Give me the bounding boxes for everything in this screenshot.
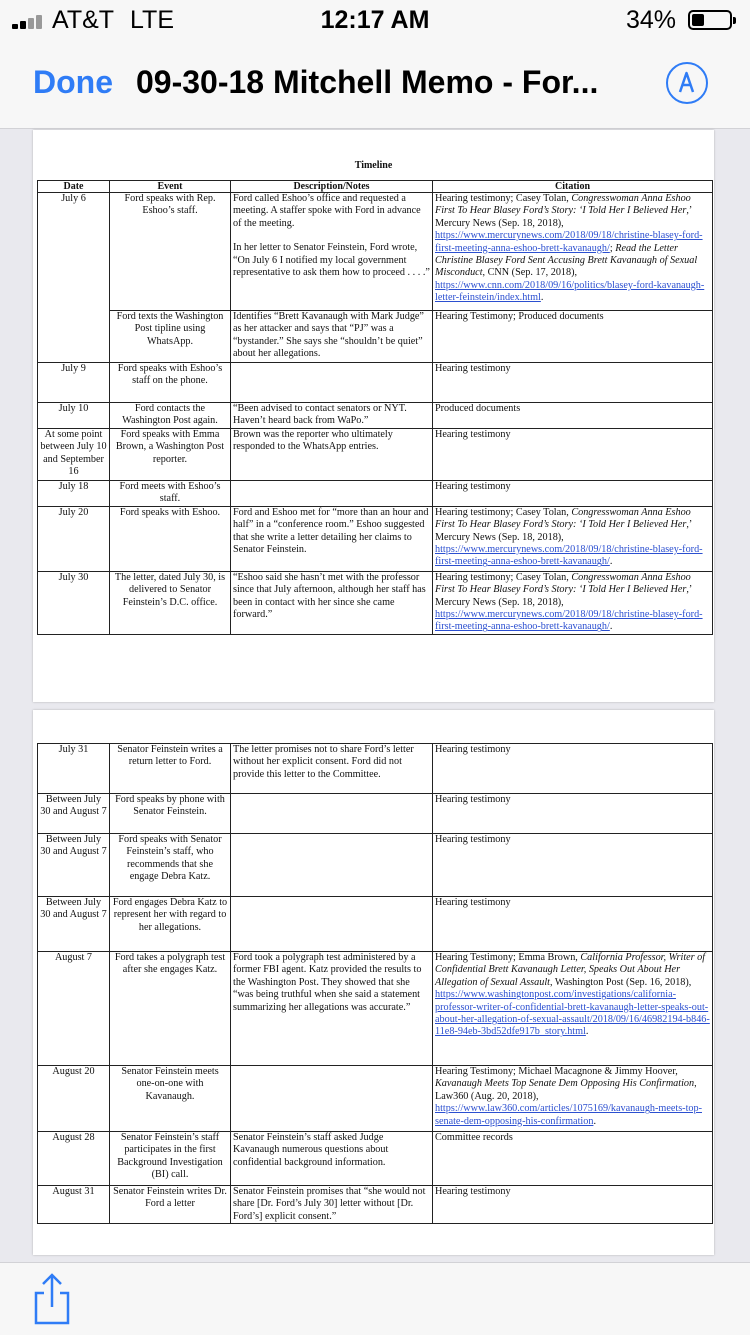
citation-cell bbox=[433, 744, 713, 794]
table-body bbox=[38, 744, 713, 1224]
citation-text: Hearing testimony bbox=[435, 744, 511, 755]
date-cell: July 18 bbox=[38, 480, 110, 506]
table-row bbox=[38, 480, 713, 506]
description-cell bbox=[231, 794, 433, 834]
citation-text: Hearing testimony; Casey Tolan, bbox=[435, 571, 572, 583]
event-cell: Ford speaks with Eshoo’s staff on the phone. bbox=[110, 363, 231, 403]
citation-text: Hearing testimony bbox=[435, 428, 511, 440]
citation-cell bbox=[433, 834, 713, 897]
table-row bbox=[38, 506, 713, 571]
header-description: Description/Notes bbox=[231, 181, 433, 193]
event-cell: Ford speaks by phone with Senator Feinstein. bbox=[110, 794, 231, 834]
citation-text: ; bbox=[609, 242, 616, 254]
description-paragraph: Senator Feinstein promises that “she would not share [Dr. Ford’s July 30] letter without [Dr. Ford’s] explicit consent.” bbox=[233, 1186, 426, 1222]
citation-link[interactable]: https://www.cnn.com/2018/09/16/politics/blasey-ford-kavanaugh-letter-feinstein/index.html bbox=[435, 279, 705, 304]
date-cell: July 20 bbox=[38, 506, 110, 571]
citation-cell bbox=[433, 571, 713, 634]
event-cell: Ford engages Debra Katz to represent her with regard to her allegations. bbox=[110, 897, 231, 952]
description-paragraph: “Been advised to contact senators or NYT. Haven’t heard back from WaPo.” bbox=[233, 403, 407, 427]
citation-link[interactable]: https://www.mercurynews.com/2018/09/18/christine-blasey-ford-first-meeting-anna-eshoo-brett-kavanaugh/ bbox=[435, 230, 703, 254]
citation-cell bbox=[433, 1186, 713, 1224]
citation-cell bbox=[433, 506, 713, 571]
date-cell: July 6 bbox=[38, 193, 110, 363]
date-cell: August 28 bbox=[38, 1132, 110, 1186]
citation-text: Hearing testimony bbox=[435, 1186, 511, 1197]
event-cell: Ford takes a polygraph test after she engages Katz. bbox=[110, 952, 231, 1066]
date-cell: July 10 bbox=[38, 403, 110, 429]
battery-icon bbox=[688, 10, 732, 30]
description-cell bbox=[231, 1066, 433, 1132]
citation-text: Hearing Testimony; Produced documents bbox=[435, 311, 604, 322]
header-citation: Citation bbox=[433, 181, 713, 193]
table-row bbox=[38, 311, 713, 363]
citation-text: , Washington Post (Sep. 16, 2018), bbox=[549, 976, 692, 988]
citation-text: . bbox=[593, 1115, 596, 1127]
date-cell: August 20 bbox=[38, 1066, 110, 1132]
table-body bbox=[38, 193, 713, 635]
citation-text: Hearing testimony bbox=[435, 480, 511, 492]
table-row bbox=[38, 1066, 713, 1132]
citation-text: Congresswoman Anna Eshoo First To Hear Blasey Ford’s Story: ‘I Told Her I Believed Her bbox=[435, 193, 691, 217]
citation-cell bbox=[433, 193, 713, 311]
table-row bbox=[38, 897, 713, 952]
citation-text: Hearing Testimony; Emma Brown, bbox=[435, 952, 581, 963]
citation-cell bbox=[433, 1132, 713, 1186]
bottom-toolbar bbox=[0, 1262, 750, 1335]
date-cell: August 7 bbox=[38, 952, 110, 1066]
citation-text: ,’ Mercury News (Sep. 18, 2018), bbox=[435, 519, 692, 543]
citation-text: Congresswoman Anna Eshoo First To Hear Blasey Ford’s Story: ‘I Told Her I Believed Her bbox=[435, 506, 691, 531]
citation-text: ,’ Mercury News (Sep. 18, 2018), bbox=[435, 205, 692, 229]
event-cell: Ford speaks with Senator Feinstein’s staff, who recommends that she engage Debra Katz. bbox=[110, 834, 231, 897]
citation-text: ,’ Mercury News (Sep. 18, 2018), bbox=[435, 584, 692, 608]
header-event: Event bbox=[110, 181, 231, 193]
timeline-table-page-1 bbox=[37, 180, 713, 635]
share-icon[interactable] bbox=[30, 1271, 74, 1327]
citation-text: Hearing testimony; Casey Tolan, bbox=[435, 193, 572, 204]
event-cell: Ford meets with Eshoo’s staff. bbox=[110, 480, 231, 506]
citation-link[interactable]: https://www.washingtonpost.com/investigations/california-professor-writer-of-confidential-brett-kavanaugh-letter-speaks-out-about-her-allegation-of-sexual-assault/2018/09/16/46982194-b846-11e8-94eb-3bd52dfe917b_story.html bbox=[435, 989, 710, 1038]
event-cell: Ford texts the Washington Post tipline using WhatsApp. bbox=[110, 311, 231, 363]
description-cell bbox=[231, 403, 433, 429]
description-paragraph: In her letter to Senator Feinstein, Ford wrote, “On July 6 I notified my local government representative to ask them how to proceed . . . .” bbox=[233, 242, 430, 279]
citation-text: Congresswoman Anna Eshoo First To Hear Blasey Ford’s Story: ‘I Told Her I Believed Her bbox=[435, 571, 691, 596]
table-row bbox=[38, 403, 713, 429]
description-cell bbox=[231, 1132, 433, 1186]
table-row bbox=[38, 794, 713, 834]
table-row bbox=[38, 428, 713, 480]
carrier-name: AT&T bbox=[52, 6, 115, 34]
table-row bbox=[38, 1186, 713, 1224]
description-cell bbox=[231, 1186, 433, 1224]
citation-cell bbox=[433, 428, 713, 480]
markup-pen-icon[interactable] bbox=[666, 62, 708, 104]
table-row bbox=[38, 952, 713, 1066]
date-cell: Between July 30 and August 7 bbox=[38, 794, 110, 834]
timeline-heading: Timeline bbox=[354, 160, 393, 171]
navigation-bar bbox=[0, 40, 750, 129]
citation-text: Hearing Testimony; Michael Macagnone & Jimmy Hoover, bbox=[435, 1066, 678, 1077]
date-cell: July 31 bbox=[38, 744, 110, 794]
description-cell bbox=[231, 428, 433, 480]
description-cell bbox=[231, 571, 433, 634]
citation-text: , CNN (Sep. 17, 2018), bbox=[482, 267, 578, 279]
description-cell bbox=[231, 744, 433, 794]
table-row bbox=[38, 571, 713, 634]
date-cell: August 31 bbox=[38, 1186, 110, 1224]
date-cell: Between July 30 and August 7 bbox=[38, 834, 110, 897]
event-cell: Ford contacts the Washington Post again. bbox=[110, 403, 231, 429]
description-cell bbox=[231, 834, 433, 897]
event-cell: Ford speaks with Rep. Eshoo’s staff. bbox=[110, 193, 231, 311]
citation-text: Committee records bbox=[435, 1132, 513, 1143]
description-cell bbox=[231, 363, 433, 403]
description-paragraph: Ford called Eshoo’s office and requested a meeting. A staffer spoke with Ford in advance of the meeting. bbox=[233, 193, 421, 229]
description-paragraph: “Eshoo said she hasn’t met with the professor since that July afternoon, although her staff has been in contact with her since she came forward.” bbox=[233, 571, 426, 621]
document-page-1[interactable] bbox=[33, 130, 714, 702]
citation-text: Produced documents bbox=[435, 403, 521, 414]
header-date: Date bbox=[38, 181, 110, 193]
citation-cell bbox=[433, 952, 713, 1066]
description-paragraph: Ford and Eshoo met for “more than an hour and half” in a “conference room.” Eshoo suggested that she write a letter detailing her claims to Senator Feinstein. bbox=[233, 506, 429, 556]
citation-text: Hearing testimony bbox=[435, 897, 511, 908]
document-title: 09-30-18 Mitchell Memo - For... bbox=[136, 64, 599, 100]
event-cell: Senator Feinstein’s staff participates in the first Background Investigation (BI) call. bbox=[110, 1132, 231, 1186]
description-cell bbox=[231, 897, 433, 952]
citation-link[interactable]: https://www.mercurynews.com/2018/09/18/christine-blasey-ford-first-meeting-anna-eshoo-brett-kavanaugh/ bbox=[435, 544, 703, 568]
citation-text: . bbox=[585, 1026, 589, 1038]
citation-text: Hearing testimony bbox=[435, 794, 511, 805]
description-paragraph: Brown was the reporter who ultimately responded to the WhatsApp entries. bbox=[233, 428, 393, 453]
timeline-table-page-2 bbox=[37, 743, 713, 1224]
network-type: LTE bbox=[130, 6, 174, 34]
description-paragraph: Identifies “Brett Kavanaugh with Mark Judge” as her attacker and says that “PJ” was a “bystander.” She says she “shouldn’t be quiet” about her allegations. bbox=[233, 311, 424, 360]
event-cell: Senator Feinstein meets one-on-one with Kavanaugh. bbox=[110, 1066, 231, 1132]
citation-link[interactable]: https://www.law360.com/articles/1075169/kavanaugh-meets-top-senate-dem-opposing-his-confirmation bbox=[435, 1103, 702, 1127]
citation-text: , Law360 (Aug. 20, 2018), bbox=[435, 1078, 697, 1102]
citation-cell bbox=[433, 480, 713, 506]
event-cell: The letter, dated July 30, is delivered to Senator Feinstein’s D.C. office. bbox=[110, 571, 231, 634]
citation-text: . bbox=[540, 292, 544, 304]
date-cell: July 9 bbox=[38, 363, 110, 403]
citation-cell bbox=[433, 311, 713, 363]
paragraph-gap bbox=[233, 230, 430, 242]
citation-text: Hearing testimony; Casey Tolan, bbox=[435, 506, 572, 518]
citation-text: Hearing testimony bbox=[435, 834, 511, 845]
date-cell: Between July 30 and August 7 bbox=[38, 897, 110, 952]
citation-cell bbox=[433, 794, 713, 834]
description-cell bbox=[231, 506, 433, 571]
description-cell bbox=[231, 311, 433, 363]
table-row bbox=[38, 834, 713, 897]
date-cell: July 30 bbox=[38, 571, 110, 634]
description-cell bbox=[231, 480, 433, 506]
citation-cell bbox=[433, 1066, 713, 1132]
description-cell bbox=[231, 193, 433, 311]
event-cell: Ford speaks with Eshoo. bbox=[110, 506, 231, 571]
date-cell: At some point between July 10 and September 16 bbox=[38, 428, 110, 480]
table-row bbox=[38, 744, 713, 794]
table-row bbox=[38, 193, 713, 311]
description-cell bbox=[231, 952, 433, 1066]
citation-cell bbox=[433, 403, 713, 429]
event-cell: Senator Feinstein writes a return letter to Ford. bbox=[110, 744, 231, 794]
clock: 12:17 AM bbox=[320, 6, 430, 34]
done-button[interactable]: Done bbox=[33, 64, 113, 100]
citation-text: . bbox=[609, 621, 613, 633]
event-cell: Senator Feinstein writes Dr. Ford a letter bbox=[110, 1186, 231, 1224]
citation-link[interactable]: https://www.mercurynews.com/2018/09/18/christine-blasey-ford-first-meeting-anna-eshoo-brett-kavanaugh/ bbox=[435, 609, 703, 633]
description-paragraph: Ford took a polygraph test administered by a former FBI agent. Katz provided the results to the Washington Post. They showed that she “was being truthful when she said a statement summarizing her allegations was accurate.” bbox=[233, 952, 422, 1013]
battery-percentage: 34% bbox=[625, 6, 676, 34]
citation-text: California Professor, Writer of Confidential Brett Kavanaugh Letter, Speaks Out About Her Allegation of Sexual Assault bbox=[435, 952, 706, 988]
citation-text: Kavanaugh Meets Top Senate Dem Opposing His Confirmation bbox=[435, 1078, 695, 1090]
description-paragraph: Senator Feinstein’s staff asked Judge Kavanaugh numerous questions about confidential background information. bbox=[233, 1132, 389, 1168]
table-row bbox=[38, 1132, 713, 1186]
description-paragraph: The letter promises not to share Ford’s letter without her explicit consent. Ford did not provide this letter to the Committee. bbox=[233, 744, 414, 780]
citation-cell bbox=[433, 897, 713, 952]
citation-text: . bbox=[609, 556, 613, 568]
citation-text: Hearing testimony bbox=[435, 363, 511, 374]
citation-text: Read the Letter Christine Blasey Ford Sent Accusing Brett Kavanaugh of Sexual Misconduct bbox=[435, 242, 698, 279]
table-row bbox=[38, 363, 713, 403]
document-page-2[interactable] bbox=[33, 710, 714, 1255]
citation-cell bbox=[433, 363, 713, 403]
event-cell: Ford speaks with Emma Brown, a Washington Post reporter. bbox=[110, 428, 231, 480]
table-header-row bbox=[38, 181, 713, 193]
status-bar bbox=[0, 0, 750, 40]
